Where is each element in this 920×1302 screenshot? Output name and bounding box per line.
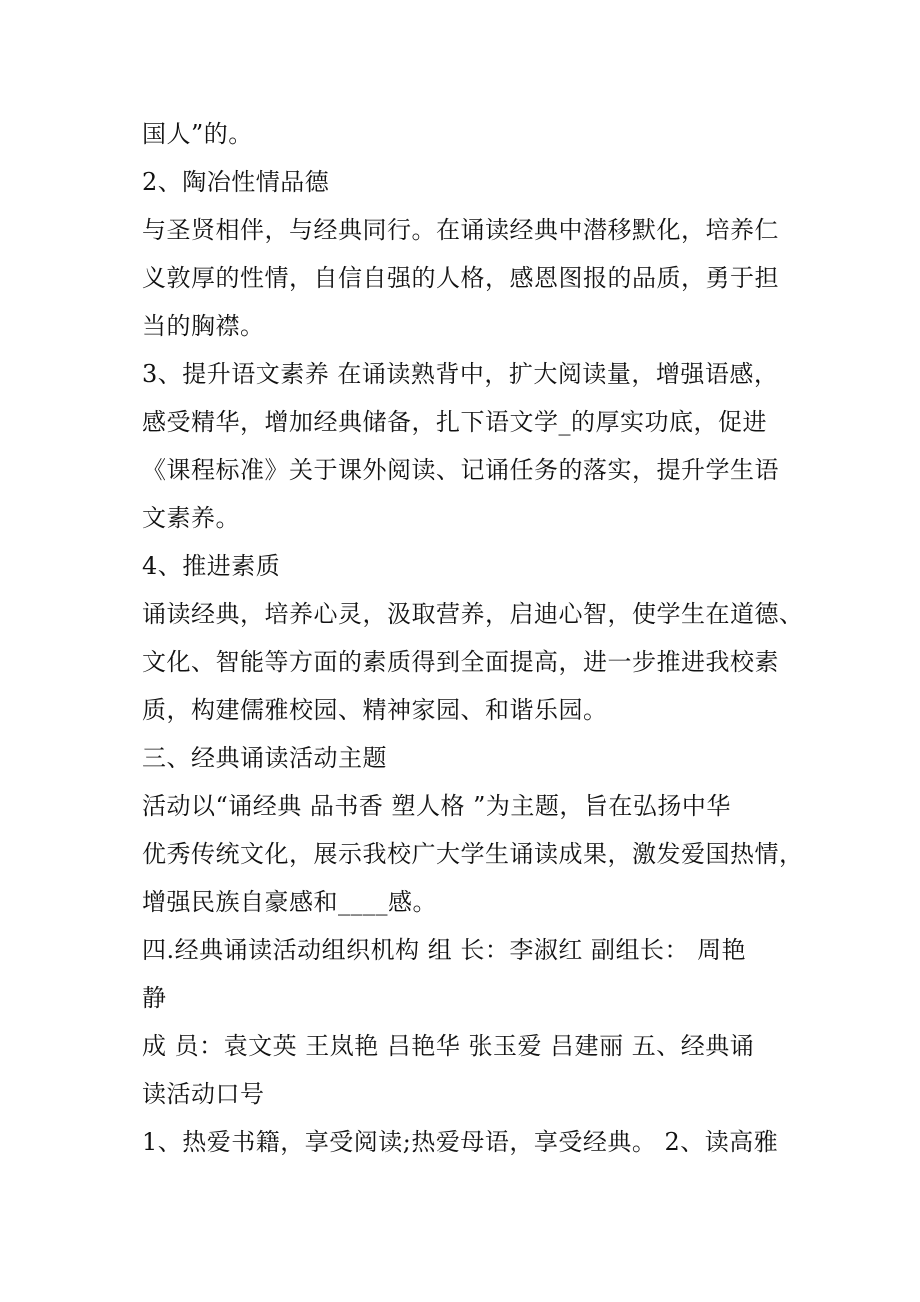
- section-heading: 四.经典诵读活动组织机构 组 长：李淑红 副组长： 周艳: [142, 936, 747, 964]
- text-line: 《课程标准》关于课外阅读、记诵任务的落实，提升学生语: [142, 456, 779, 484]
- text-line: 优秀传统文化，展示我校广大学生诵读成果，激发爱国热情，: [142, 840, 804, 868]
- text-line: 国人”的。: [142, 120, 253, 148]
- text-line: 质，构建儒雅校园、精神家园、和谐乐园。: [142, 696, 608, 724]
- section-heading: 4、推进素质: [142, 552, 281, 580]
- section-heading: 3、提升语文素养 在诵读熟背中，扩大阅读量，增强语感，: [142, 360, 779, 388]
- text-line: 感受精华，增加经典储备，扎下语文学_的厚实功底，促进: [142, 408, 767, 436]
- text-line: 文化、智能等方面的素质得到全面提高，进一步推进我校素: [142, 648, 779, 676]
- text-line: 1、热爱书籍，享受阅读;热爱母语，享受经典。 2、读高雅: [142, 1128, 779, 1156]
- text-line: 与圣贤相伴，与经典同行。在诵读经典中潜移默化，培养仁: [142, 216, 779, 244]
- document-body: [142, 110, 804, 1166]
- text-line: 读活动口号: [142, 1080, 265, 1108]
- section-heading: 2、陶冶性情品德: [142, 168, 330, 196]
- text-line: 义敦厚的性情，自信自强的人格，感恩图报的品质，勇于担: [142, 264, 779, 292]
- text-line: 当的胸襟。: [142, 312, 265, 340]
- text-line: 静: [142, 984, 167, 1012]
- text-line: 诵读经典，培养心灵，汲取营养，启迪心智，使学生在道德、: [142, 600, 804, 628]
- text-line: 文素养。: [142, 504, 240, 532]
- text-line: 成 员：袁文英 王岚艳 吕艳华 张玉爱 吕建丽 五、经典诵: [142, 1032, 755, 1060]
- text-line: 活动以“诵经典 品书香 塑人格 ”为主题，旨在弘扬中华: [142, 792, 731, 820]
- section-heading: 三、经典诵读活动主题: [142, 744, 387, 772]
- text-line: 增强民族自豪感和____感。: [142, 888, 437, 916]
